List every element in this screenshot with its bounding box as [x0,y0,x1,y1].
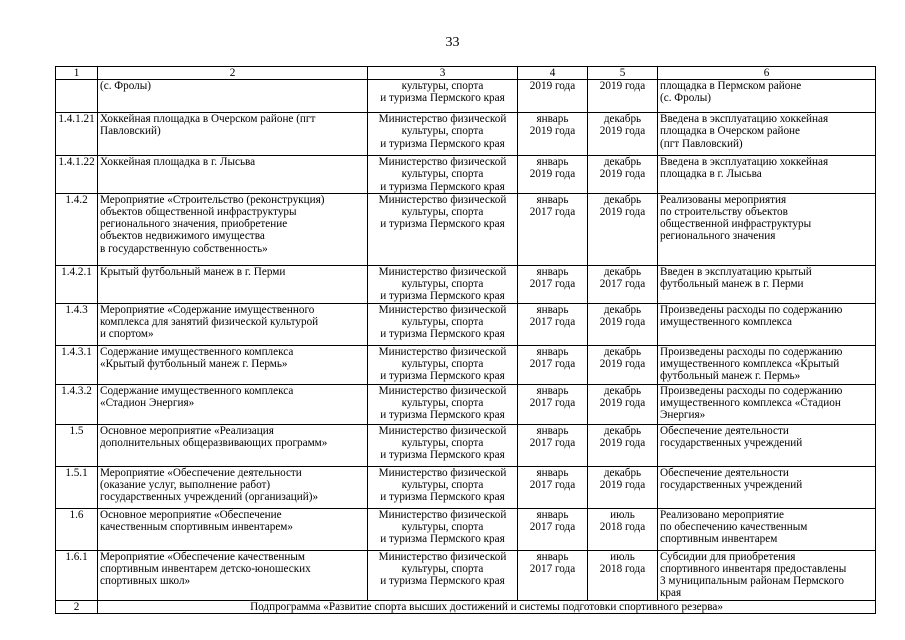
table-row [56,508,876,550]
cell-result: Произведены расходы по содержанию имущественного комплекса «Крытый футбольный манеж г. Пермь» [658,345,876,384]
cell-end: декабрь 2019 года [588,193,658,265]
cell-name: Мероприятие «Обеспечение деятельности (оказание услуг, выполнение работ) государственных учреждений (организаций)» [98,466,368,508]
table-row [56,156,876,194]
cell-end: декабрь 2019 года [588,345,658,384]
cell-executor: культуры, спорта и туризма Пермского края [368,80,518,113]
cell-num: 1.5.1 [56,466,98,508]
cell-name: Хоккейная площадка в г. Лысьва [98,156,368,194]
cell-name: Содержание имущественного комплекса «Крытый футбольный манеж г. Пермь» [98,345,368,384]
column-header: 2 [98,67,368,80]
table-row [56,113,876,156]
cell-num: 1.4.3.1 [56,345,98,384]
cell-result: площадка в Пермском районе (с. Фролы) [658,80,876,113]
cell-name: Основное мероприятие «Обеспечение качественным спортивным инвентарем» [98,508,368,550]
cell-num: 1.6 [56,508,98,550]
cell-num: 1.6.1 [56,550,98,600]
column-header: 5 [588,67,658,80]
section-row [56,600,876,613]
cell-num: 1.4.1.21 [56,113,98,156]
cell-executor: Министерство физической культуры, спорта и туризма Пермского края [368,193,518,265]
cell-start: январь 2017 года [518,424,588,466]
cell-result: Введена в эксплуатацию хоккейная площадка в Очерском районе (пгт Павловский) [658,113,876,156]
table-row [56,466,876,508]
cell-start: январь 2019 года [518,113,588,156]
cell-end: июль 2018 года [588,550,658,600]
cell-name: Содержание имущественного комплекса «Стадион Энергия» [98,384,368,424]
cell-num: 1.4.2.1 [56,265,98,303]
cell-end: 2019 года [588,80,658,113]
cell-executor: Министерство физической культуры, спорта и туризма Пермского края [368,345,518,384]
table-row [56,384,876,424]
cell-end: декабрь 2019 года [588,424,658,466]
cell-name: Мероприятие «Обеспечение качественным спортивным инвентарем детско-юношеских спортивных школ» [98,550,368,600]
cell-num: 1.4.2 [56,193,98,265]
header-row [56,67,876,80]
cell-start: январь 2017 года [518,550,588,600]
cell-num [56,80,98,113]
section-number: 2 [56,600,98,613]
cell-executor: Министерство физической культуры, спорта и туризма Пермского края [368,466,518,508]
cell-name: Мероприятие «Строительство (реконструкция) объектов общественной инфраструктуры регионального значения, приобретение объектов недвижимого имущества в государственную собственность» [98,193,368,265]
cell-end: декабрь 2019 года [588,384,658,424]
cell-executor: Министерство физической культуры, спорта и туризма Пермского края [368,384,518,424]
table-row [56,80,876,113]
cell-start: январь 2017 года [518,193,588,265]
cell-executor: Министерство физической культуры, спорта и туризма Пермского края [368,303,518,345]
cell-start: январь 2017 года [518,384,588,424]
cell-result: Реализовано мероприятие по обеспечению качественным спортивным инвентарем [658,508,876,550]
table-row [56,345,876,384]
cell-start: январь 2017 года [518,466,588,508]
cell-result: Введена в эксплуатацию хоккейная площадка в г. Лысьва [658,156,876,194]
cell-result: Произведены расходы по содержанию имущественного комплекса [658,303,876,345]
cell-result: Обеспечение деятельности государственных учреждений [658,466,876,508]
program-table [55,66,876,614]
cell-end: декабрь 2017 года [588,265,658,303]
cell-name: (с. Фролы) [98,80,368,113]
cell-num: 1.5 [56,424,98,466]
cell-executor: Министерство физической культуры, спорта и туризма Пермского края [368,265,518,303]
cell-result: Введен в эксплуатацию крытый футбольный манеж в г. Перми [658,265,876,303]
cell-end: декабрь 2019 года [588,113,658,156]
cell-start: январь 2017 года [518,345,588,384]
cell-name: Хоккейная площадка в Очерском районе (пгт Павловский) [98,113,368,156]
cell-start: январь 2019 года [518,156,588,194]
cell-num: 1.4.3.2 [56,384,98,424]
cell-end: декабрь 2019 года [588,466,658,508]
cell-result: Произведены расходы по содержанию имущественного комплекса «Стадион Энергия» [658,384,876,424]
cell-executor: Министерство физической культуры, спорта и туризма Пермского края [368,424,518,466]
cell-num: 1.4.3 [56,303,98,345]
table-row [56,424,876,466]
cell-start: январь 2017 года [518,265,588,303]
column-header: 1 [56,67,98,80]
cell-executor: Министерство физической культуры, спорта и туризма Пермского края [368,508,518,550]
cell-name: Основное мероприятие «Реализация дополнительных общеразвивающих программ» [98,424,368,466]
cell-result: Реализованы мероприятия по строительству объектов общественной инфраструктуры регионального значения [658,193,876,265]
page-number: 33 [445,35,460,50]
column-header: 3 [368,67,518,80]
cell-end: декабрь 2019 года [588,303,658,345]
table-body [56,80,876,600]
table-row [56,550,876,600]
cell-result: Субсидии для приобретения спортивного инвентаря предоставлены 3 муниципальным районам Пермского края [658,550,876,600]
table-row [56,193,876,265]
cell-end: июль 2018 года [588,508,658,550]
cell-executor: Министерство физической культуры, спорта и туризма Пермского края [368,550,518,600]
cell-num: 1.4.1.22 [56,156,98,194]
cell-name: Крытый футбольный манеж в г. Перми [98,265,368,303]
cell-executor: Министерство физической культуры, спорта и туризма Пермского края [368,156,518,194]
column-header: 4 [518,67,588,80]
cell-executor: Министерство физической культуры, спорта и туризма Пермского края [368,113,518,156]
cell-name: Мероприятие «Содержание имущественного комплекса для занятий физической культурой и спортом» [98,303,368,345]
column-header: 6 [658,67,876,80]
table-row [56,303,876,345]
table-header [56,67,876,80]
cell-end: декабрь 2019 года [588,156,658,194]
cell-start: январь 2017 года [518,508,588,550]
cell-start: январь 2017 года [518,303,588,345]
section-title: Подпрограмма «Развитие спорта высших достижений и системы подготовки спортивного резерва» [98,600,876,613]
table-row [56,265,876,303]
cell-result: Обеспечение деятельности государственных учреждений [658,424,876,466]
cell-start: 2019 года [518,80,588,113]
